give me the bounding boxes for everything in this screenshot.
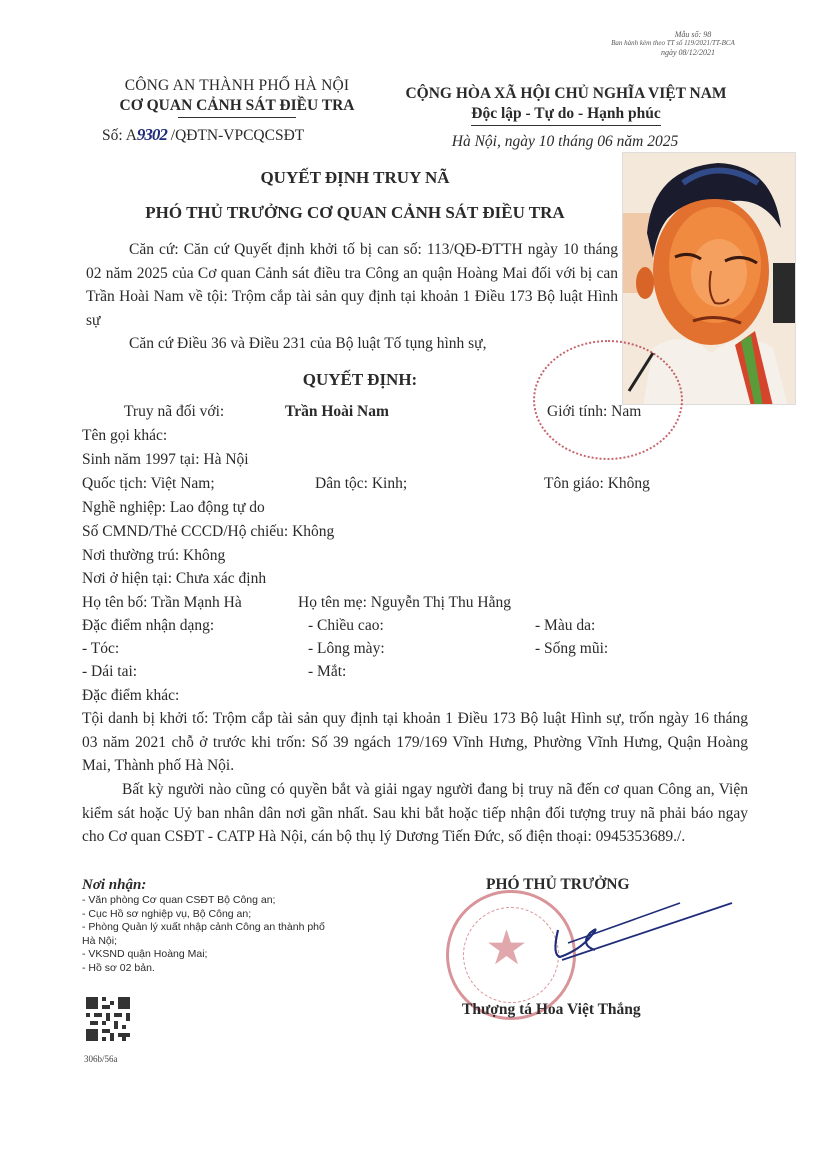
agency-parent: CÔNG AN THÀNH PHỐ HÀ NỘI	[124, 77, 350, 94]
qr-code-label: 306b/56a	[84, 1054, 118, 1064]
document-number	[102, 125, 304, 145]
national-header	[382, 84, 750, 126]
nation-name: CỘNG HÒA XÃ HỘI CHỦ NGHĨA VIỆT NAM	[405, 85, 727, 102]
recipient-item: Hà Nội;	[82, 934, 118, 947]
document-title: QUYẾT ĐỊNH TRUY NÃ	[260, 168, 450, 187]
features-label: Đặc điểm nhận dạng:	[82, 617, 215, 634]
form-ref-line1: Mẫu số: 98	[674, 30, 712, 39]
basis-paragraph-2: Căn cứ Điều 36 và Điều 231 của Bộ luật Tố tụng hình sự,	[129, 335, 487, 352]
subject-current-residence: Nơi ở hiện tại: Chưa xác định	[82, 570, 267, 587]
feature-height: - Chiều cao:	[308, 617, 384, 634]
doc-no-handwritten: 9302	[136, 125, 167, 144]
recipients-list	[82, 876, 325, 975]
star-emblem-icon: ★	[485, 922, 529, 975]
recipients-heading: Nơi nhận:	[82, 877, 147, 893]
handwritten-signature	[540, 895, 740, 985]
form-ref-line2: Ban hành kèm theo TT số 119/2021/TT-BCA	[611, 39, 735, 47]
feature-skin: - Màu da:	[535, 617, 596, 634]
subject-nationality: Quốc tịch: Việt Nam;	[82, 475, 215, 492]
recipient-item: - Văn phòng Cơ quan CSĐT Bộ Công an;	[82, 894, 276, 906]
recipient-item: - Cục Hồ sơ nghiệp vụ, Bộ Công an;	[82, 907, 252, 920]
subject-ethnicity: Dân tộc: Kinh;	[315, 475, 408, 492]
instructions-paragraph: Bất kỳ người nào cũng có quyền bắt và giải ngay người đang bị truy nã đến cơ quan Công an, Viện kiểm sát hoặc Uỷ ban nhân dân nơi gần nhất. Sau khi bắt hoặc tiếp nhận đối tượng truy nã phải báo ngay cho Cơ quan CSĐT - CATP Hà Nội, cán bộ thụ lý Dương Tiến Đức, số điện thoại: 0945353689./.	[82, 781, 748, 845]
subject-id-document: Số CMND/Thẻ CCCD/Hộ chiếu: Không	[82, 523, 335, 540]
feature-eyes: - Mắt:	[308, 663, 347, 680]
feature-eyebrows: - Lông mày:	[308, 640, 385, 657]
agency-underline	[178, 117, 296, 118]
form-ref-line3: ngày 08/12/2021	[661, 48, 715, 57]
agency-name: CƠ QUAN CẢNH SÁT ĐIỀU TRA	[119, 97, 355, 114]
agency-header	[92, 76, 382, 118]
basis-paragraph-1: Căn cứ: Căn cứ Quyết định khởi tố bị can số: 113/QĐ-ĐTTH ngày 10 tháng 02 năm 2025 của Cơ quan Cảnh sát điều tra Công an quận Hoàng Mai đối với bị can Trần Hoài Nam về tội: Trộm cắp tài sản quy định tại khoản 1 Điều 173 Bộ luật Hình sự	[86, 241, 618, 329]
subject-religion: Tôn giáo: Không	[544, 475, 650, 492]
subject-gender: Giới tính: Nam	[547, 403, 642, 420]
recipient-item: - Hồ sơ 02 bản.	[82, 961, 155, 974]
signer-name: Thượng tá Hoa Việt Thắng	[462, 1001, 641, 1018]
doc-no-suffix: /QĐTN-VPCQCSĐT	[166, 127, 305, 144]
subject-name: Trần Hoài Nam	[285, 403, 389, 420]
qr-code-icon	[86, 997, 130, 1041]
feature-hair: - Tóc:	[82, 640, 120, 657]
subject-mother: Họ tên mẹ: Nguyễn Thị Thu Hằng	[298, 594, 511, 611]
feature-nose: - Sống mũi:	[535, 640, 609, 657]
feature-ears: - Dái tai:	[82, 663, 138, 680]
subject-occupation: Nghề nghiệp: Lao động tự do	[82, 499, 265, 516]
signer-title: PHÓ THỦ TRƯỞNG	[486, 876, 630, 893]
form-reference	[598, 30, 748, 57]
subject-birth: Sinh năm 1997 tại: Hà Nội	[82, 451, 249, 468]
subject-alias: Tên gọi khác:	[82, 427, 168, 444]
charge-paragraph: Tội danh bị khởi tố: Trộm cắp tài sản quy định tại khoản 1 Điều 173 Bộ luật Hình sự, trốn ngày 16 tháng 03 năm 2021 chỗ ở trước khi trốn: Số 39 ngách 179/169 Vĩnh Hưng, Phường Vĩnh Hưng, Quận Hoàng Mai, Thành phố Hà Nội.	[82, 710, 748, 774]
place-date: Hà Nội, ngày 10 tháng 06 năm 2025	[451, 133, 679, 150]
qr-code	[86, 997, 130, 1041]
national-motto: Độc lập - Tự do - Hạnh phúc	[471, 104, 660, 126]
decision-heading: QUYẾT ĐỊNH:	[302, 370, 418, 389]
recipient-item: - VKSND quận Hoàng Mai;	[82, 948, 208, 960]
subject-father: Họ tên bố: Trần Mạnh Hà	[82, 594, 242, 611]
wanted-label: Truy nã đối với:	[124, 403, 225, 420]
subject-permanent-residence: Nơi thường trú: Không	[82, 547, 226, 564]
doc-no-prefix: Số: A	[102, 127, 137, 144]
other-features: Đặc điểm khác:	[82, 687, 180, 704]
issuer-title: PHÓ THỦ TRƯỞNG CƠ QUAN CẢNH SÁT ĐIỀU TRA	[145, 203, 565, 222]
recipient-item: - Phòng Quản lý xuất nhập cảnh Công an thành phố	[82, 921, 325, 933]
